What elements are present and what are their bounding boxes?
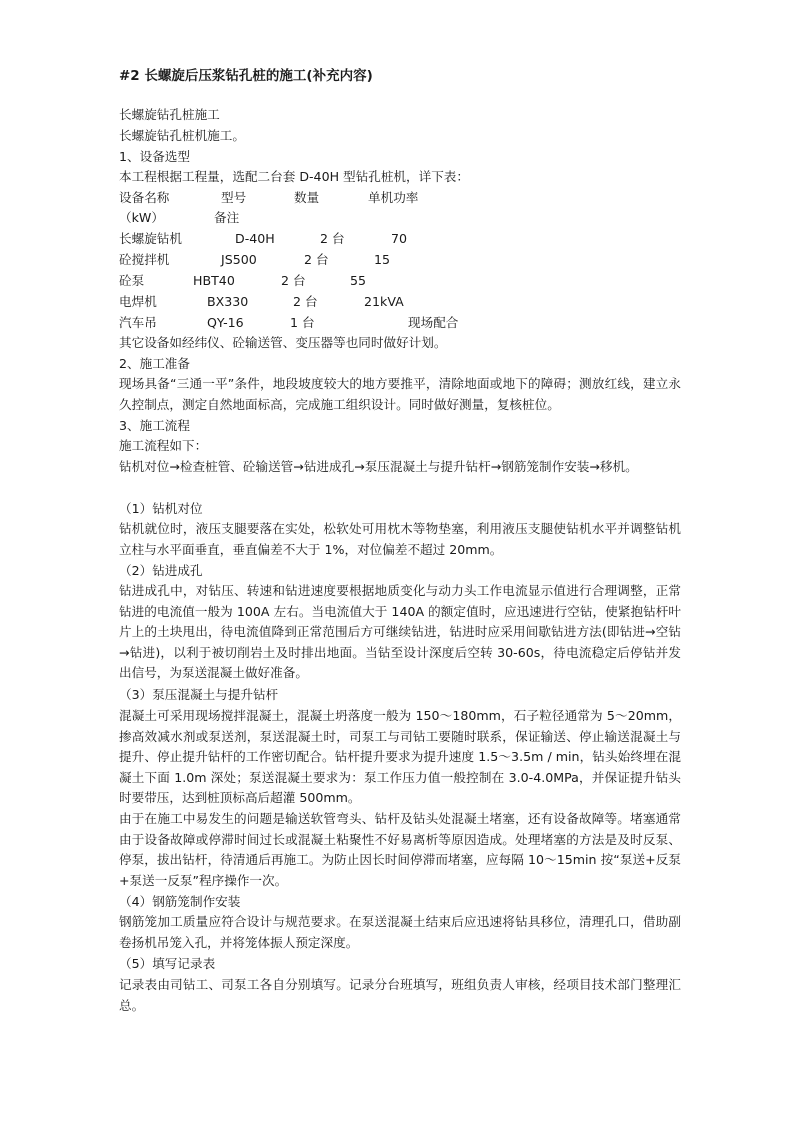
section-1-heading: 1、设备选型	[119, 149, 190, 164]
step-3-heading: （3）泵压混凝土与提升钻杆	[119, 687, 279, 702]
row-qty: 1 台	[290, 315, 315, 330]
section-3-intro: 施工流程如下：	[119, 438, 208, 453]
row-model: HBT40	[193, 273, 235, 288]
row-power: 15	[374, 252, 391, 267]
subtitle-2: 长螺旋钻孔桩机施工。	[119, 128, 245, 143]
table-header-note: 备注	[214, 210, 240, 225]
step-1-body: 钻机就位时，液压支腿要落在实处，松软处可用枕木等物垫塞，利用液压支腿使钻机水平并调整钻机立柱与水平面垂直，垂直偏差不大于 1%，对位偏差不超过 20mm。	[119, 521, 681, 557]
document-title: #2 长螺旋后压浆钻孔桩的施工(补充内容)	[119, 68, 373, 84]
construction-flow: 钻机对位→检查桩管、砼输送管→钻进成孔→泵压混凝土与提升钻杆→钢筋笼制作安装→移机。	[119, 459, 638, 474]
step-5-heading: （5）填写记录表	[119, 956, 216, 971]
section-2-heading: 2、施工准备	[119, 356, 190, 371]
row-power: 21kVA	[364, 294, 404, 309]
row-model: QY-16	[207, 315, 244, 330]
row-qty: 2 台	[281, 273, 306, 288]
step-2-body: 钻进成孔中，对钻压、转速和钻进速度要根据地质变化与动力头工作电流显示值进行合理调整，正常钻进的电流值一般为 100A 左右。当电流值大于 140A 的额定值时，应迅速进行空钻，使紧抱钻杆叶片上的土块甩出，待电流值降到正常范围后方可继续钻进，钻进时应采用间歇钻进方法(即钻进→空钻→钻进)，以利于被切削岩土及时排出地面。当钻至设计深度后空转 30-60s，待电流稳定后停钻并发出信号，为泵送混凝土做好准备。	[119, 583, 681, 681]
row-power: 55	[350, 273, 367, 288]
section-3-heading: 3、施工流程	[119, 418, 190, 433]
section-1-intro: 本工程根据工程量，选配二台套 D-40H 型钻孔桩机，详下表：	[119, 169, 469, 184]
row-name: 砼搅拌机	[119, 252, 170, 267]
row-power: 70	[391, 231, 408, 246]
step-5-body: 记录表由司钻工、司泵工各自分别填写。记录分台班填写，班组负责人审核，经项目技术部门整理汇总。	[119, 977, 681, 1013]
row-name: 汽车吊	[119, 315, 157, 330]
section-2-body: 现场具备“三通一平”条件，地段坡度较大的地方要推平，清除地面或地下的障碍；测放红线，建立永久控制点，测定自然地面标高，完成施工组织设计。同时做好测量，复核桩位。	[119, 376, 681, 412]
table-header-qty: 数量	[294, 190, 320, 205]
section-1-footer: 其它设备如经纬仪、砼输送管、变压器等也同时做好计划。	[119, 335, 447, 350]
step-3-body: 混凝土可采用现场搅拌混凝土，混凝土坍落度一般为 150～180mm，石子粒径通常为 5～20mm，掺高效减水剂或泵送剂，泵送混凝土时，司泵工与司钻工要随时联系，保证输送、停止输送混凝土与提升、停止提升钻杆的工作密切配合。钻杆提升要求为提升速度 1.5～3.5m / min，钻头始终埋在混凝土下面 1.0m 深处；泵送混凝土要求为：泵工作压力值一般控制在 3.0-4.0MPa，并保证提升钻头时要带压，达到桩顶标高后超灌 500mm。	[119, 708, 681, 806]
row-name: 长螺旋钻机	[119, 231, 182, 246]
row-note: 现场配合	[408, 315, 459, 330]
table-header-name: 设备名称	[119, 190, 170, 205]
row-qty: 2 台	[293, 294, 318, 309]
subtitle-1: 长螺旋钻孔桩施工	[119, 107, 220, 122]
row-name: 砼泵	[119, 273, 145, 288]
row-qty: 2 台	[304, 252, 329, 267]
step-4-heading: （4）钢筋笼制作安装	[119, 894, 241, 909]
row-qty: 2 台	[320, 231, 345, 246]
table-header-power-unit: （kW）	[119, 210, 164, 225]
table-header-power: 单机功率	[368, 190, 419, 205]
row-name: 电焊机	[119, 294, 157, 309]
table-header-model: 型号	[221, 190, 247, 205]
step-1-heading: （1）钻机对位	[119, 501, 203, 516]
step-3-body-2: 由于在施工中易发生的问题是输送软管弯头、钻杆及钻头处混凝土堵塞，还有设备故障等。堵塞通常由于设备故障或停滞时间过长或混凝土粘聚性不好易离析等原因造成。处理堵塞的方法是及时反泵、停泵，拔出钻杆，待清通后再施工。为防止因长时间停滞而堵塞，应每隔 10～15min 按“泵送+反泵+泵送一反泵”程序操作一次。	[119, 811, 681, 888]
step-2-heading: （2）钻进成孔	[119, 563, 203, 578]
row-model: D-40H	[235, 231, 275, 246]
row-model: JS500	[221, 252, 257, 267]
step-4-body: 钢筋笼加工质量应符合设计与规范要求。在泵送混凝土结束后应迅速将钻具移位，清理孔口，借助副卷扬机吊笼入孔，并将笼体振人预定深度。	[119, 914, 681, 950]
row-model: BX330	[207, 294, 249, 309]
